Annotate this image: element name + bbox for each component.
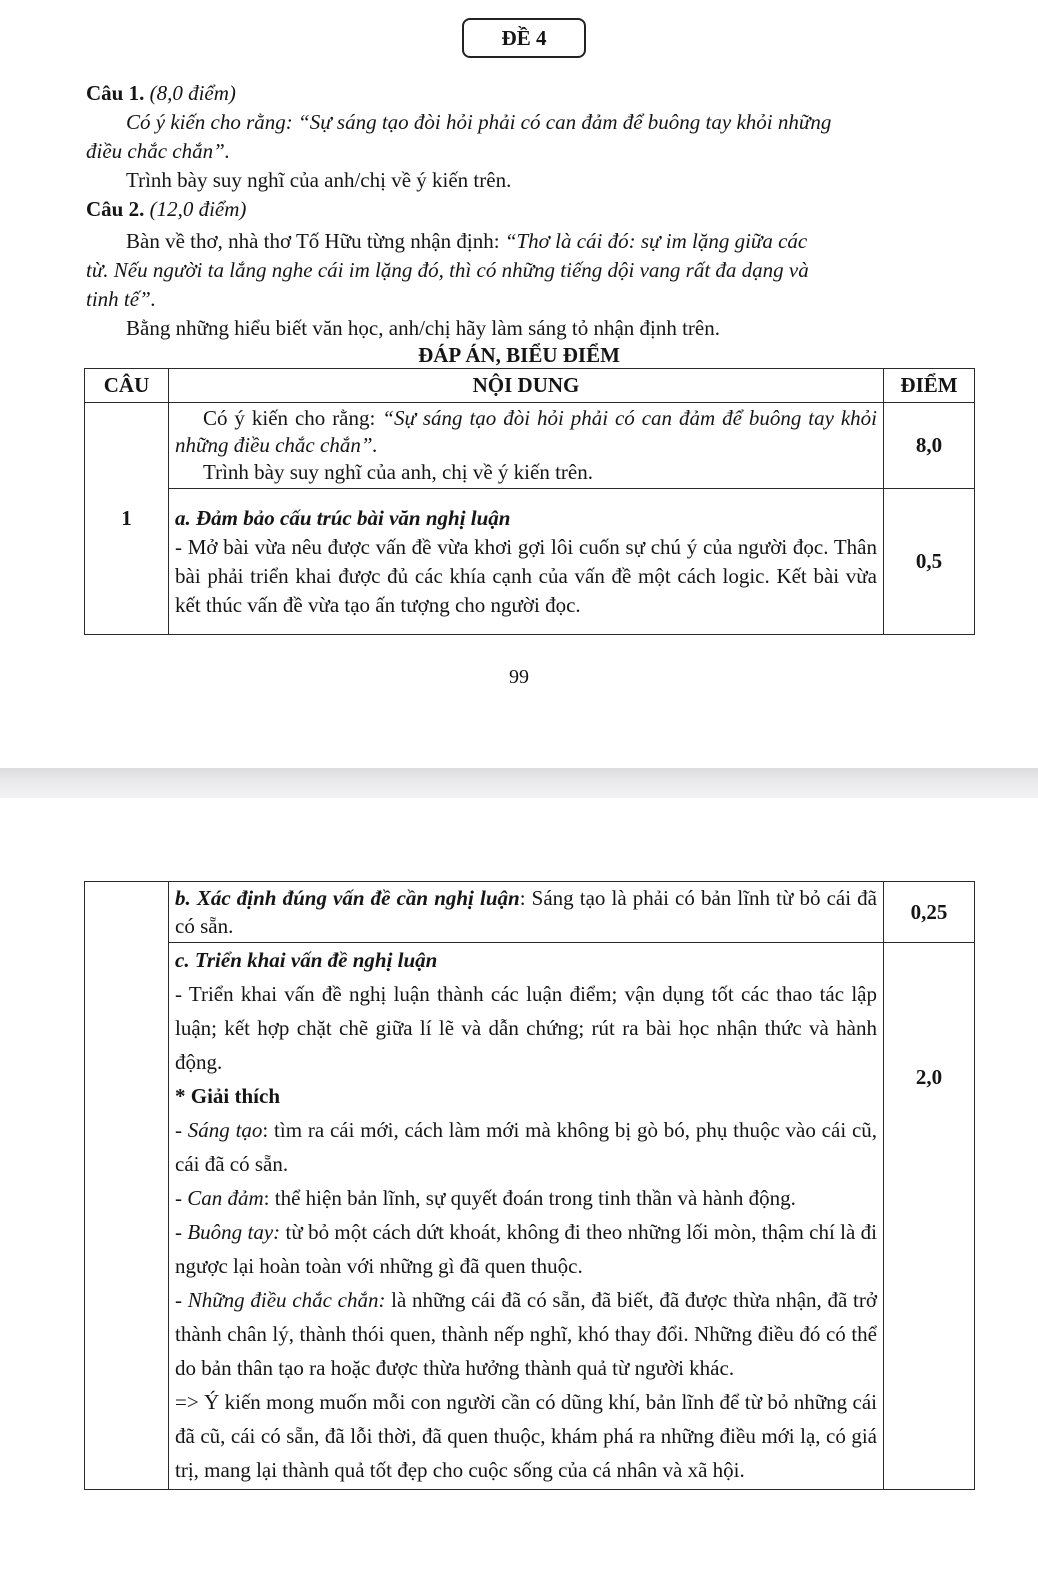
answer-table-part1 xyxy=(84,368,975,635)
answer-table-part2 xyxy=(84,881,975,1490)
conclusion: => Ý kiến mong muốn mỗi con người cần có dũng khí, bản lĩnh để từ bỏ những cái đã cũ, cái có sẵn, đã lỗi thời, đã quen thuộc, khám phá ra những điều mới lạ, có giá trị, mang lại thành quả tốt đẹp cho cuộc sống của cá nhân và xã hội. xyxy=(175,1390,877,1482)
section-c-heading: c. Triển khai vấn đề nghị luận xyxy=(175,948,438,972)
term-sang-tao xyxy=(175,1113,877,1181)
section-c-intro: - Triển khai vấn đề nghị luận thành các luận điểm; vận dụng tốt các thao tác lập luận; kết hợp chặt chẽ giữa lí lẽ và dẫn chứng; rút ra bài học nhận thức và hành động. xyxy=(175,982,877,1074)
table-row xyxy=(85,403,975,489)
q2-prompt-line1b: “Thơ là cái đó: sự im lặng giữa các xyxy=(504,229,808,253)
q2-prompt-line1a: Bàn về thơ, nhà thơ Tố Hữu từng nhận định: xyxy=(126,229,505,253)
table-row xyxy=(85,489,975,635)
table-header-row xyxy=(85,369,975,403)
section-b-body: : Sáng tạo là phải có bản lĩnh từ bỏ cái đã có sẵn. xyxy=(175,886,878,938)
header-noi-dung: NỘI DUNG xyxy=(169,369,884,403)
section-b-score: 0,25 xyxy=(884,882,975,943)
term-definition: là những cái đã có sẵn, đã biết, đã được thừa nhận, đã trở thành chân lý, thành thói quen, thành nếp nghĩ, khó thay đổi. Những điều đó có thể do bản thân tạo ra hoặc được thừa hưởng thành quả từ người khác. xyxy=(175,1288,877,1380)
develop-text xyxy=(169,943,883,1489)
row-identify xyxy=(169,882,884,943)
term-can-dam xyxy=(175,1181,877,1215)
row-develop xyxy=(169,943,884,1490)
question-number: 1 xyxy=(85,403,169,635)
q1-label: Câu 1. xyxy=(86,81,145,105)
q1-points: (8,0 điểm) xyxy=(149,81,236,105)
row-structure xyxy=(169,489,884,635)
q2-prompt-line1 xyxy=(126,228,807,254)
page-separator xyxy=(0,768,1038,798)
header-cau: CÂU xyxy=(85,369,169,403)
intro-lead: Có ý kiến cho rằng: xyxy=(203,406,383,430)
section-a-heading: a. Đảm bảo cấu trúc bài văn nghị luận xyxy=(175,505,511,530)
term-definition: : thể hiện bản lĩnh, sự quyết đoán trong tinh thần và hành động. xyxy=(263,1186,796,1210)
q1-heading xyxy=(86,80,236,106)
section-c-score: 2,0 xyxy=(884,943,975,1490)
q2-prompt-line2: từ. Nếu người ta lắng nghe cái im lặng đó, thì có những tiếng dội vang rất đa dạng và xyxy=(86,258,809,282)
term-definition: từ bỏ một cách dứt khoát, không đi theo những lối mòn, thậm chí là đi ngược lại hoàn toàn với những gì đã quen thuộc. xyxy=(175,1220,877,1278)
table-row xyxy=(85,943,975,1490)
row-intro xyxy=(169,403,884,489)
q1-task: Trình bày suy nghĩ của anh/chị về ý kiến trên. xyxy=(126,168,512,192)
q2-heading xyxy=(86,196,246,222)
section-a-score: 0,5 xyxy=(884,489,975,635)
term-chac-chan xyxy=(175,1283,877,1385)
intro-task: Trình bày suy nghĩ của anh, chị về ý kiến trên. xyxy=(203,460,593,484)
identify-text xyxy=(169,882,883,942)
q2-points: (12,0 điểm) xyxy=(149,197,247,221)
section-b-heading: b. Xác định đúng vấn đề cần nghị luận xyxy=(175,886,520,910)
q1-prompt-line1: Có ý kiến cho rằng: “Sự sáng tạo đòi hỏi phải có can đảm để buông tay khỏi những xyxy=(126,110,832,134)
page-bottom xyxy=(0,798,1038,1578)
section-a-body: - Mở bài vừa nêu được vấn đề vừa khơi gợi lôi cuốn sự chú ý của người đọc. Thân bài phải triển khai được đủ các khía cạnh của vấn đề một cách logic. Kết bài vừa kết thúc vấn đề vừa tạo ấn tượng cho người đọc. xyxy=(175,534,877,617)
page-top xyxy=(0,0,1038,768)
term-label: - Những điều chắc chắn: xyxy=(175,1288,386,1312)
intro-opinion xyxy=(175,405,877,459)
q2-task: Bằng những hiểu biết văn học, anh/chị hãy làm sáng tỏ nhận định trên. xyxy=(126,316,720,340)
structure-text xyxy=(169,502,883,622)
q2-label: Câu 2. xyxy=(86,197,145,221)
table-row xyxy=(85,882,975,943)
question-cell-empty xyxy=(85,882,169,1490)
explain-heading: * Giải thích xyxy=(175,1084,281,1108)
term-label: - Buông tay: xyxy=(175,1220,281,1244)
answer-heading: ĐÁP ÁN, BIỂU ĐIỂM xyxy=(418,343,620,367)
term-label: - Can đảm xyxy=(175,1186,264,1210)
term-label: - Sáng tạo xyxy=(175,1118,263,1142)
header-diem: ĐIỂM xyxy=(884,369,975,403)
term-definition: : tìm ra cái mới, cách làm mới mà không bị gò bó, phụ thuộc vào cái cũ, cái đã có sẵn. xyxy=(175,1118,878,1176)
q2-prompt-line3: tinh tế”. xyxy=(86,287,157,311)
term-buong-tay xyxy=(175,1215,877,1283)
intro-score: 8,0 xyxy=(884,403,975,489)
intro-quote: “Sự sáng tạo đòi hỏi phải có can đảm để buông tay khỏi những điều chắc chắn”. xyxy=(175,406,877,457)
intro-text xyxy=(169,403,883,488)
q1-prompt-line2: điều chắc chắn”. xyxy=(86,139,231,163)
exam-title: ĐỀ 4 xyxy=(462,18,586,58)
page-number: 99 xyxy=(509,666,529,688)
